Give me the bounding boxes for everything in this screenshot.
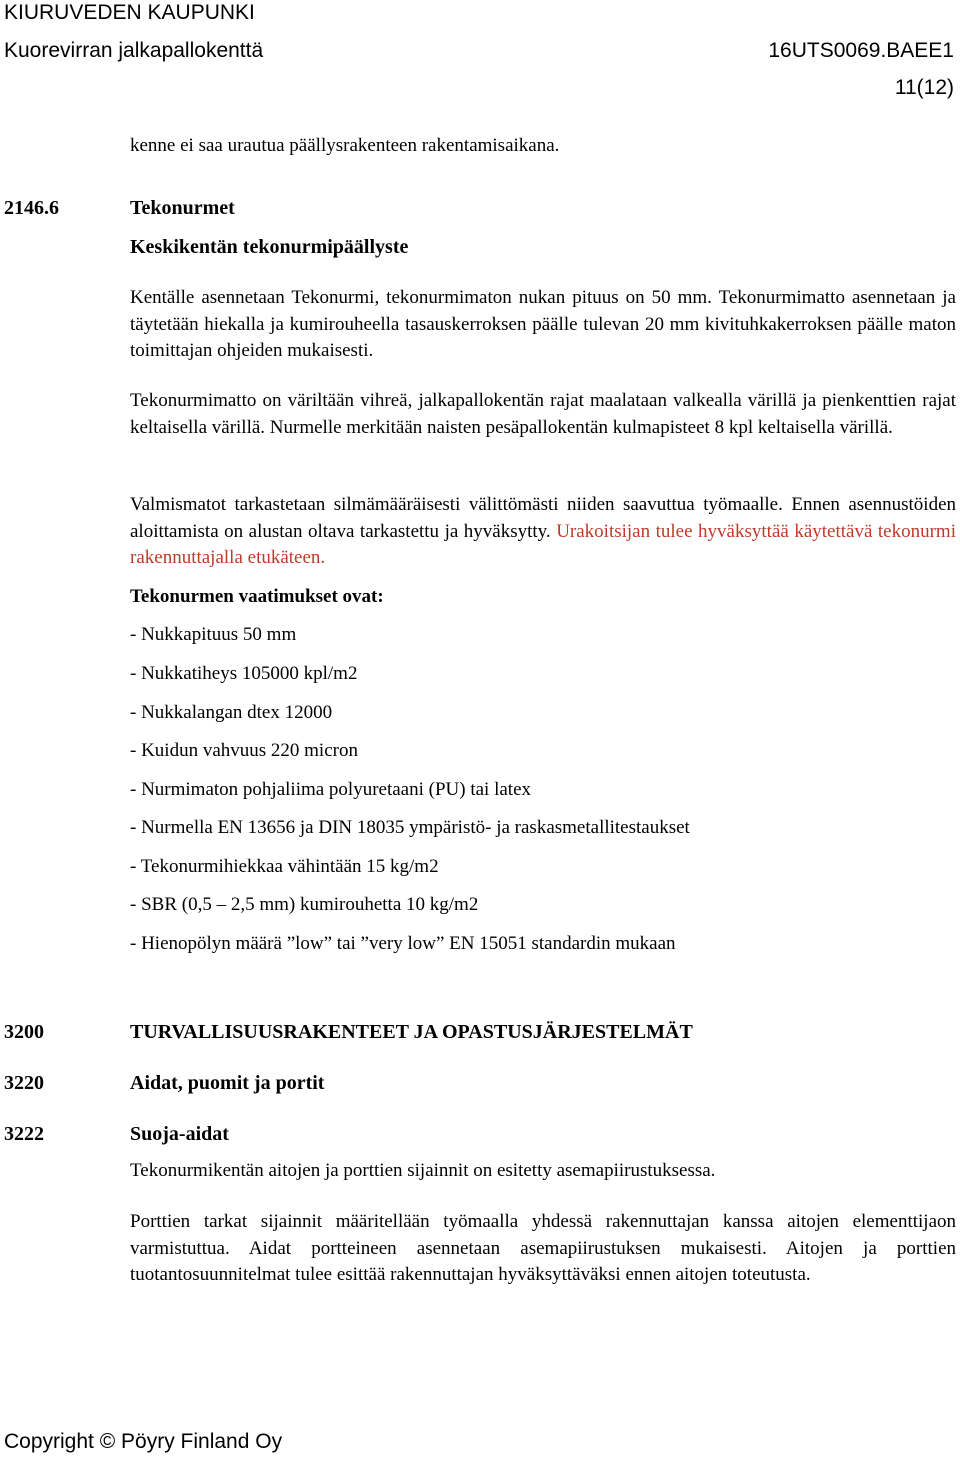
intro-line: kenne ei saa urautua päällysrakenteen rakentamisaikana. [130, 135, 560, 156]
header-document-code: 16UTS0069.BAEE1 [768, 39, 954, 62]
section-2146-title: Tekonurmet [130, 197, 235, 219]
requirement-item: - Nukkatiheys 105000 kpl/m2 [130, 663, 358, 684]
requirements-heading: Tekonurmen vaatimukset ovat: [130, 586, 384, 607]
header-organization: KIURUVEDEN KAUPUNKI [4, 1, 255, 24]
footer-copyright: Copyright © Pöyry Finland Oy [4, 1430, 283, 1453]
section-2146-number: 2146.6 [4, 197, 59, 219]
requirement-item: - Kuidun vahvuus 220 micron [130, 740, 358, 761]
requirement-item: - Nukkapituus 50 mm [130, 624, 297, 645]
section-3222-paragraph-1: Tekonurmikentän aitojen ja porttien sijainnit on esitetty asemapiirustuksessa. [130, 1160, 716, 1181]
section-3200-number: 3200 [4, 1021, 44, 1043]
section-2146-paragraph-2: Tekonurmimatto on väriltään vihreä, jalkapallokentän rajat maalataan valkealla värillä ja pienkenttien rajat keltaisella värillä. Nurmelle merkitään naisten pesäpallokentän kulmapisteet 8 kpl keltaisella värillä. [130, 390, 956, 438]
section-2146-paragraph-3 [130, 492, 956, 572]
requirement-item: - Nukkalangan dtex 12000 [130, 702, 333, 723]
section-2146-paragraph-1: Kentälle asennetaan Tekonurmi, tekonurmimaton nukan pituus on 50 mm. Tekonurmimatto asennetaan ja täytetään hiekalla ja kumirouheella tasauskerroksen päälle tulevan 20 mm kivituhkakerroksen päälle maton toimittajan ohjeiden mukaisesti. [130, 287, 956, 361]
section-3200-title: TURVALLISUUSRAKENTEET JA OPASTUSJÄRJESTELMÄT [130, 1021, 693, 1043]
section-3220-number: 3220 [4, 1072, 44, 1094]
paragraph-3-text: Valmismatot tarkastetaan silmämääräisesti välittömästi niiden saavuttua työmaalle. Ennen asennustöiden aloittamista on alustan oltava tarkastettu ja hyväksytty. [130, 494, 956, 542]
requirement-item: - Hienopölyn määrä ”low” tai ”very low” EN 15051 standardin mukaan [130, 933, 676, 954]
section-3220-title: Aidat, puomit ja portit [130, 1072, 325, 1094]
section-3222-paragraph-2: Porttien tarkat sijainnit määritellään työmaalla yhdessä rakennuttajan kanssa aitojen elementtijaon varmistuttua. Aidat portteineen asennetaan asemapiirustuksen mukaisesti. Aitojen ja porttien tuotantosuunnitelmat tulee esittää rakennuttajan hyväksyttäväksi ennen aitojen toteutusta. [130, 1211, 956, 1285]
paragraph-3-highlight: Urakoitsijan tulee hyväksyttää käytettävä tekonurmi rakennuttajalla etukäteen. [130, 520, 956, 568]
section-3222-number: 3222 [4, 1123, 44, 1145]
header-project: Kuorevirran jalkapallokenttä [4, 39, 264, 62]
section-2146-subtitle: Keskikentän tekonurmipäällyste [130, 236, 409, 258]
section-3222-title: Suoja-aidat [130, 1123, 229, 1145]
requirement-item: - Tekonurmihiekkaa vähintään 15 kg/m2 [130, 856, 439, 877]
header-page-number: 11(12) [894, 76, 954, 99]
requirement-item: - SBR (0,5 – 2,5 mm) kumirouhetta 10 kg/m2 [130, 894, 479, 915]
requirement-item: - Nurmimaton pohjaliima polyuretaani (PU) tai latex [130, 779, 532, 800]
requirement-item: - Nurmella EN 13656 ja DIN 18035 ympäristö- ja raskasmetallitestaukset [130, 817, 690, 838]
